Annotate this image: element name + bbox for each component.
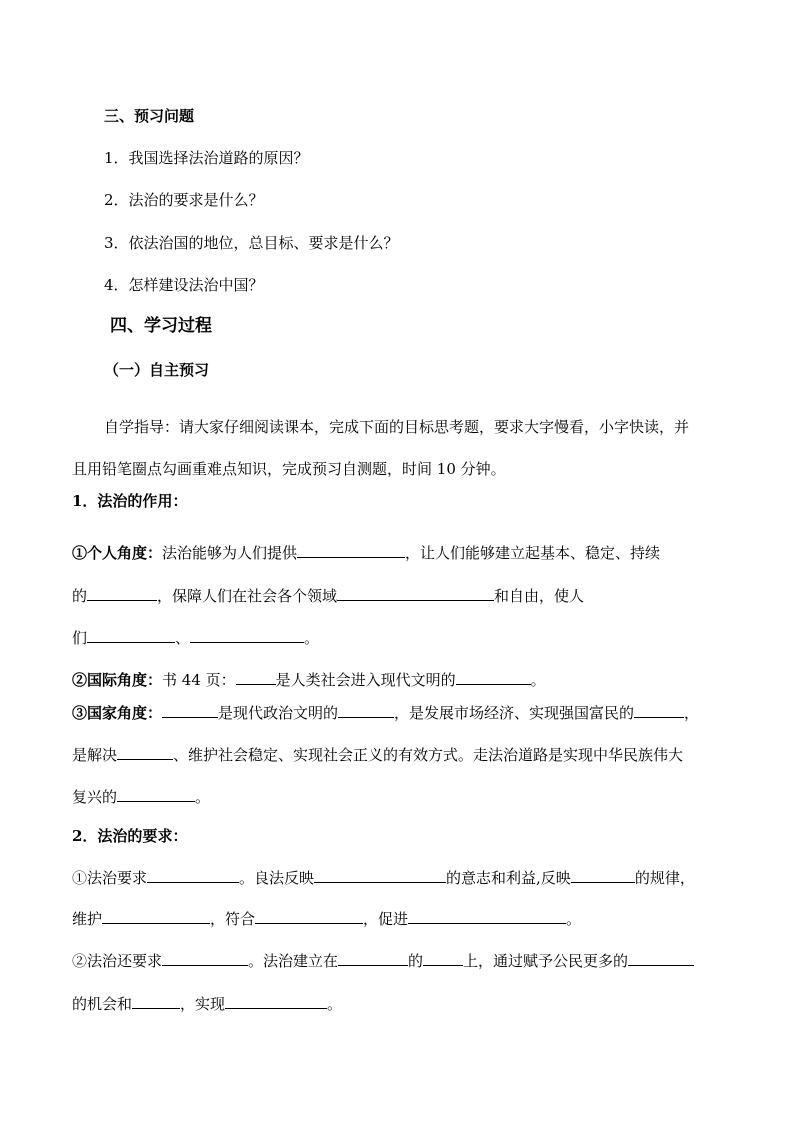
blank: [456, 669, 531, 685]
part2-title: 2．法治的要求：: [72, 827, 188, 845]
text-segment: 。: [195, 788, 211, 806]
nation-line-1: [72, 702, 699, 723]
text-segment: ，是发展市场经济、实现强国富民的: [394, 704, 635, 722]
text-segment: ，让人们能够建立起基本、稳定、持续: [405, 544, 661, 562]
text-segment: ，: [684, 704, 700, 722]
blank: [236, 669, 276, 685]
text-segment: 上，通过赋予公民更多的: [463, 952, 629, 970]
text-segment: ，保障人们在社会各个领域: [157, 587, 338, 605]
guide-line-1: 自学指导：请大家仔细阅读课本，完成下面的目标思考题，要求大字慢看，小字快读，并: [104, 418, 690, 436]
text-segment: 。良法反映: [239, 869, 315, 887]
blank: [338, 950, 408, 966]
text-segment: 是人类社会进入现代文明的: [275, 671, 456, 689]
text-segment: ，实现: [180, 995, 226, 1013]
blank: [628, 950, 694, 966]
text-segment: ，促进: [363, 910, 409, 928]
blank: [255, 908, 363, 924]
blank: [162, 702, 218, 718]
text-segment: 。法治建立在: [248, 952, 339, 970]
guide-line-2: 且用铅笔圈点勾画重难点知识，完成预习自测题，时间 10 分钟。: [72, 460, 506, 478]
question-3: 3．依法治国的地位，总目标、要求是什么？: [104, 234, 399, 252]
text-segment: 、维护社会稳定、实现社会正义的有效方式。走法治道路是实现中华民族伟大: [173, 746, 684, 764]
text-segment: 的: [408, 952, 424, 970]
part1-title: 1．法治的作用：: [72, 492, 188, 510]
req1-line-2: [72, 908, 581, 929]
text-segment: ，符合: [210, 910, 256, 928]
nation-line-2: [72, 744, 683, 765]
section4-title: 四、学习过程: [110, 316, 212, 336]
text-segment: 。: [530, 671, 546, 689]
text-segment: 的: [72, 587, 88, 605]
text-segment: 。: [304, 629, 320, 647]
blank: [132, 993, 180, 1009]
req2-line-2: [72, 993, 342, 1014]
subsection-title: （一）自主预习: [104, 361, 210, 379]
text-segment: 、: [175, 629, 191, 647]
blank: [634, 702, 684, 718]
personal-line-1: [72, 542, 660, 563]
req1-line-1: [72, 867, 695, 888]
blank: [190, 627, 304, 643]
personal-label: ①个人角度：: [72, 544, 163, 562]
text-segment: 维护: [72, 910, 103, 928]
blank: [117, 744, 173, 760]
text-segment: 和自由，使人: [494, 587, 585, 605]
personal-line-3: [72, 627, 319, 648]
intl-label: ②国际角度：: [72, 671, 163, 689]
blank: [337, 585, 494, 601]
question-4: 4．怎样建设法治中国？: [104, 276, 264, 294]
blank: [423, 950, 463, 966]
text-segment: 是现代政治文明的: [218, 704, 339, 722]
nation-label: ③国家角度：: [72, 704, 163, 722]
text-segment: 们: [72, 629, 88, 647]
blank: [162, 950, 248, 966]
blank: [117, 786, 195, 802]
text-segment: 的意志和利益,反映: [446, 869, 571, 887]
text-segment: 的机会和: [72, 995, 133, 1013]
blank: [102, 908, 210, 924]
blank: [87, 627, 175, 643]
blank: [147, 867, 239, 883]
text-segment: 的规律，: [634, 869, 695, 887]
blank: [87, 585, 157, 601]
text-segment: 复兴的: [72, 788, 118, 806]
text-segment: ②法治还要求: [72, 952, 163, 970]
section3-title: 三、预习问题: [104, 107, 195, 125]
text-segment: ①法治要求: [72, 869, 148, 887]
intl-line: [72, 669, 546, 690]
text-segment: 是解决: [72, 746, 118, 764]
text-segment: 书 44 页：: [162, 671, 236, 689]
nation-line-3: [72, 786, 210, 807]
text-segment: 法治能够为人们提供: [162, 544, 298, 562]
blank: [408, 908, 566, 924]
blank: [338, 702, 394, 718]
personal-line-2: [72, 585, 584, 606]
text-segment: 。: [327, 995, 343, 1013]
text-segment: 。: [566, 910, 582, 928]
blank: [314, 867, 446, 883]
req2-line-1: [72, 950, 694, 971]
blank: [571, 867, 635, 883]
question-1: 1．我国选择法治道路的原因？: [104, 149, 309, 167]
question-2: 2．法治的要求是什么？: [104, 191, 264, 209]
blank: [225, 993, 327, 1009]
blank: [297, 542, 405, 558]
